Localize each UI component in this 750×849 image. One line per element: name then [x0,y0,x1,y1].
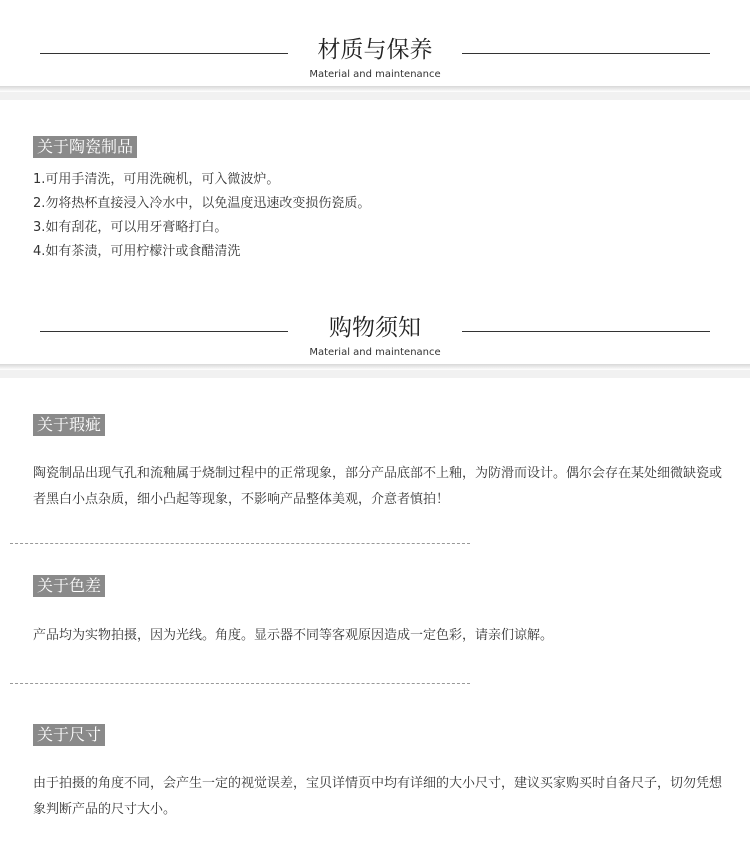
paragraph-size: 由于拍摄的角度不同，会产生一定的视觉误差，宝贝详情页中均有详细的大小尺寸，建议买家购买时自备尺子，切勿凭想象判断产品的尺寸大小。 [33,776,723,817]
header-divider-right [462,53,710,54]
dashed-divider [10,543,470,544]
label-size: 关于尺寸 [33,724,105,746]
dashed-divider [10,683,470,684]
section-header-shopping [0,278,750,370]
label-color-difference: 关于色差 [33,575,105,597]
list-item: 2.勿将热杯直接浸入冷水中，以免温度迅速改变损伤瓷质。 [33,196,371,211]
section-header-material [0,0,750,92]
list-item: 1.可用手清洗，可用洗碗机，可入微波炉。 [33,172,280,187]
list-item: 3.如有刮花，可以用牙膏略打白。 [33,220,228,235]
section-title: 材质与保养 [317,37,433,63]
header-band [0,92,750,100]
paragraph-flaws: 陶瓷制品出现气孔和流釉属于烧制过程中的正常现象，部分产品底部不上釉，为防滑而设计。偶尔会存在某处细微缺瓷或者黑白小点杂质，细小凸起等现象，不影响产品整体美观，介意者慎拍！ [33,466,723,507]
list-item: 4.如有茶渍，可用柠檬汁或食醋清洗 [33,244,241,259]
section-subtitle: Material and maintenance [309,69,441,80]
label-ceramics: 关于陶瓷制品 [33,136,137,158]
header-divider-right [462,331,710,332]
section-subtitle: Material and maintenance [309,347,441,358]
paragraph-color-difference: 产品均为实物拍摄，因为光线。角度。显示器不同等客观原因造成一定色彩，请亲们谅解。 [33,628,554,643]
label-flaws: 关于瑕疵 [33,414,105,436]
header-band [0,370,750,378]
section-title: 购物须知 [329,315,421,341]
